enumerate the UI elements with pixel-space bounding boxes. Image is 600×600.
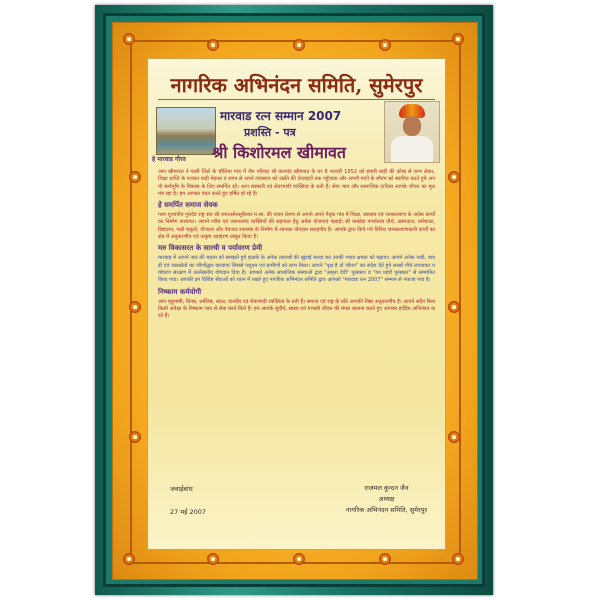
right-signature-block bbox=[346, 481, 427, 514]
section-paragraph: परम पूज्यनीय गुरुदेव राष्ट्र संत श्री जयन्तसेनसूरीश्वर म.सा. की पावन प्रेरणा से आपने अपने पैतृक गांव में शिक्षा, स्वास्थ्य एवं जनकल्याण के अनेक कार्यों का निर्माण करवाया। आपने गरीब एवं जरूरतमंद व्यक्तियों की सहायता हेतु अनेक योजनाएं चलाईं। श्री नाकोडा पार्श्वनाथ तीर्थ, अस्पताल, धर्मशाला, विद्यालय, पक्षी चबूतरे, गौशाला और पेयजल व्यवस्था के निर्माण में आपका योगदान सराहनीय है। आपके द्वारा किये गये विविध जनकल्याणकारी कार्यों का क्षेत्र में अनुकरणीय एवं उत्कृष्ट उदाहरण प्रस्तुत किया है। bbox=[158, 212, 435, 241]
left-signature-block bbox=[170, 484, 206, 516]
flower-ornament-icon bbox=[128, 430, 142, 444]
honoree-name: श्री किशोरमल खीमावत bbox=[212, 143, 346, 162]
section-heading: निष्काम कर्मयोगी bbox=[158, 287, 202, 296]
title-divider bbox=[158, 99, 435, 100]
flower-ornament-icon bbox=[292, 38, 306, 52]
signatory-name: राजमल कुन्दन जैन bbox=[364, 484, 409, 492]
flower-ornament-icon bbox=[292, 552, 306, 566]
flower-ornament-icon bbox=[378, 552, 392, 566]
flower-ornament-icon bbox=[122, 32, 136, 46]
torso-shape bbox=[391, 136, 433, 163]
flower-ornament-icon bbox=[447, 430, 461, 444]
flower-ornament-icon bbox=[128, 300, 142, 314]
certificate-title: नागरिक अभिनंदन समिति, सुमेरपुर bbox=[170, 73, 423, 97]
flower-ornament-icon bbox=[447, 170, 461, 184]
signatory-title: अध्यक्ष bbox=[378, 495, 395, 503]
flower-ornament-icon bbox=[128, 170, 142, 184]
section-paragraph: आप मृदुभाषी, विनम्र, धर्मनिष्ठ, सरल, दानवीर एवं सेवाभावी व्यक्तित्व के धनी हैं। समाज एवं राष्ट्र के प्रति आपकी निष्ठा अनुकरणीय है। आपने सदैव बिना किसी अपेक्षा के निष्काम भाव से सेवा कार्य किये हैं। हम आपके सुदीर्घ, स्वस्थ एवं यशस्वी जीवन की मंगल कामना करते हुए आपका हार्दिक अभिनंदन करते हैं। bbox=[158, 298, 435, 320]
date-label: 27 मई 2007 bbox=[170, 508, 207, 516]
intro-paragraph: आप खीमावत ने पाली जिले के चौलिया गांव में जैन परिवार श्री वालचंद खीमावत के घर 8 फरवरी 1952 को हमारी बाड़ी की कोख से जन्म लेकर, शिक्षा प्राप्ति के पश्चात कड़ी मेहनत व लगन से अपने व्यवसाय को उन्नति की ऊँचाइयों तक पहुँचाया और अपनी माटी के सौरभ को स्थापित करते हुये अपनी कर्मभूमि के विकास के लिए समर्पित रहे। आप संस्कारी एवं सेवाभावी व्यक्तित्व के धनी हैं। सेवा भाव और सामाजिक दायित्व आपके जीवन का मूल मंत्र रहा है। हम आपका वंदन करते हुए हर्षित हो रहे हैं। bbox=[158, 169, 435, 197]
prashasti-label: प्रशस्ति - पत्र bbox=[244, 126, 296, 139]
face-shape bbox=[403, 116, 421, 136]
flower-ornament-icon bbox=[206, 552, 220, 566]
section-heading: हे समर्पित समाज सेवक bbox=[158, 201, 218, 210]
flower-ornament-icon bbox=[451, 552, 465, 566]
certificate-body bbox=[158, 169, 435, 323]
place-label: जवाईबांध bbox=[170, 485, 193, 493]
flower-ornament-icon bbox=[378, 38, 392, 52]
photo-caption: हे मारवाड गौरव bbox=[152, 156, 186, 163]
signatory-organization: नागरिक अभिनंदन समिति, सुमेरपुर bbox=[345, 506, 427, 514]
section-heading: मरु विकासरत के सारथी व पर्यावरण प्रेमी bbox=[158, 244, 263, 253]
flower-ornament-icon bbox=[206, 38, 220, 52]
flower-ornament-icon bbox=[122, 552, 136, 566]
certificate-panel bbox=[147, 58, 446, 550]
section-paragraph: मारवाड़ में आपने जल की महत्ता को समझते हुये इलाके के अनेक तालाबों की खुदाई करवा कर उनकी भराव क्षमता को बढ़ाया। आपने अनेक नाडी, बावड़ी एवं जलस्रोतों का जीर्णोद्धार करवाया जिससे पशुधन एवं ग्रामीणों को लाभ मिला। आपने "वृक्ष है तो जीवन" का संदेश देते हुये लाखों पौधे लगवाकर पर्यावरण संरक्षण में उल्लेखनीय योगदान दिया है। आपको अनेक सामाजिक संस्थाओं द्वारा "अमृता देवी" पुरस्कार व "वन प्रहरी पुरस्कार" से सम्मानित किया गया। आपकी इन विशिष्ट सेवाओं को ध्यान में रखते हुए नागरिक अभिनंदन समिति द्वारा आपको "मारवाड रत्न 2007" सम्मान से नवाजा गया है। bbox=[158, 255, 435, 284]
landscape-photo bbox=[156, 107, 216, 155]
award-subtitle: मारवाड रत्न सम्मान 2007 bbox=[220, 109, 342, 123]
flower-ornament-icon bbox=[451, 32, 465, 46]
flower-ornament-icon bbox=[447, 300, 461, 314]
portrait-photo bbox=[384, 101, 440, 163]
